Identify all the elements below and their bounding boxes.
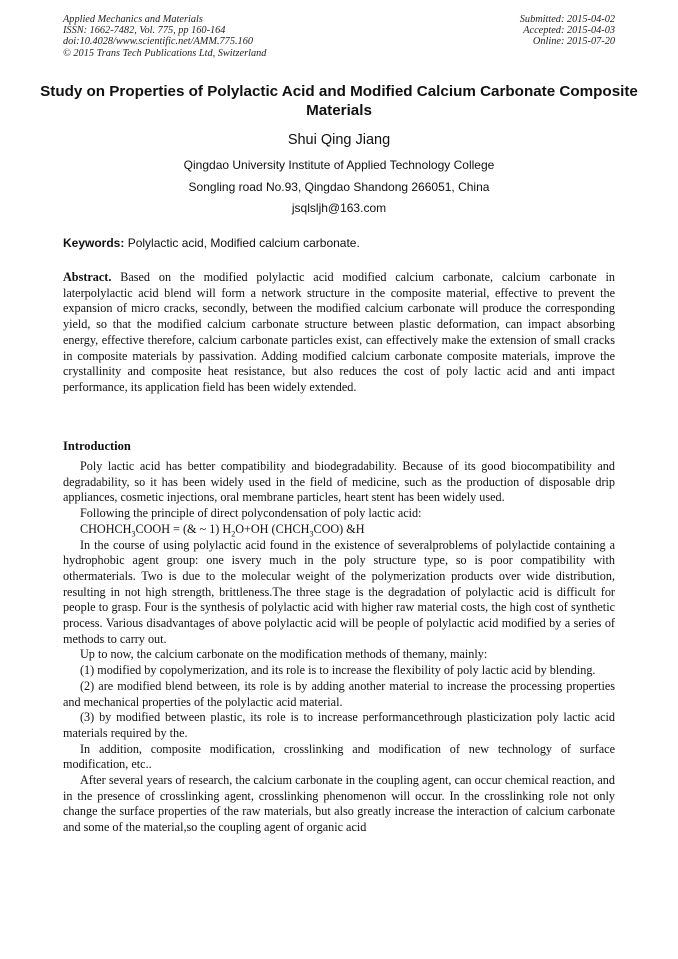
affiliation-institution: Qingdao University Institute of Applied Technology College [183,158,495,172]
keywords-label: Keywords: [63,236,125,250]
online-date: Online: 2015-07-20 [532,36,615,48]
publication-dates [520,14,615,48]
abstract-label: Abstract. [63,270,112,284]
author-name: Shui Qing Jiang [287,132,391,148]
paragraph: After several years of research, the calcium carbonate in the coupling agent, can occur chemical reaction, and in the presence of crosslinking agent, crosslinking phenomenon will occur. In the crosslinking role not only change the surface properties of the raw materials, but also greatly increase the interaction of calcium carbonate and some of the material,so the coupling agent of organic acid [63,773,615,835]
accepted-date: Accepted: 2015-04-03 [523,25,615,37]
affiliation-address: Songling road No.93, Qingdao Shandong 266051, China [188,180,490,194]
paragraph: In addition, composite modification, crosslinking and modification of new technology of surface modification, etc.. [63,741,615,772]
list-item: (1) modified by copolymerization, and its role is to increase the flexibility of poly lactic acid by blending. [80,663,596,678]
list-item: (2) are modified blend between, its role is by adding another material to increase the processing properties and mechanical properties of the polylactic acid material. [63,678,615,709]
copyright-line: © 2015 Trans Tech Publications Ltd, Switzerland [63,47,267,59]
author-email[interactable]: jsqlsljh@163.com [291,201,387,215]
paragraph: Following the principle of direct polycondensation of poly lactic acid: [80,506,422,521]
paragraph: Up to now, the calcium carbonate on the modification methods of themany, mainly: [80,647,488,662]
formula: $CHOHCH_3COOH$ = (& ~ 1) $H_2O+OH$ $(CHCH_3COO)$ &H [80,521,365,539]
introduction-body [63,459,615,836]
paragraph: In the course of using polylactic acid found in the existence of severalproblems of polylactide containing a hydrophobic agent group: one isvery much in the poly structure type, so is poor compatibility with othermaterials. Two is due to the molecular weight of the polymerization products over wide distribution, resulting in not high strength, brittleness.The three stage is the degradation of polylactic acid is difficult for people to grasp. Four is the synthesis of polylactic acid with higher raw material costs, the high cost of synthetic process. Various disadvantages of above polylactic acid will be people of polylactic acid modified by a series of methods to carry out. [63,537,615,646]
introduction-heading: Introduction [63,439,131,453]
doi-line[interactable]: doi:10.4028/www.scientific.net/AMM.775.160 [63,36,253,48]
publication-info [63,14,266,59]
abstract [63,270,615,396]
paper-title: Study on Properties of Polylactic Acid and Modified Calcium Carbonate Composite Materials [40,83,638,119]
keywords-text: Polylactic acid, Modified calcium carbonate. [124,236,360,250]
list-item: (3) by modified between plastic, its role is to increase performancethrough plasticization poly lactic acid materials required by the. [63,710,615,740]
keywords [63,236,615,250]
submitted-date: Submitted: 2015-04-02 [519,14,615,25]
issn-line: ISSN: 1662-7482, Vol. 775, pp 160-164 [63,25,226,37]
abstract-text: Based on the modified polylactic acid modified calcium carbonate, calcium carbonate in laterpolylactic acid blend will form a network structure in the composite material, effective to prevent the expansion of micro cracks, secondly, between the modified calcium carbonate will produce the corresponding yield, so that the modified calcium carbonate structure between plastic deformation, can impact absorbing energy, effective therefore, calcium carbonate particles exist, can effectively make the extension of small cracks in composite materials by passivation. Adding modified calcium carbonate composite materials, improve the crystallinity and composite heat resistance, but also reduces the cost of poly lactic acid and anti impact performance, its application field has been widely extended. [63,270,615,394]
paragraph: Poly lactic acid has better compatibility and biodegradability. Because of its good biocompatibility and degradability, so it has been widely used in the field of medicine, such as the production of disposable drip appliances, cosmetic injections, oral membrane particles, heart stent has been widely used. [63,459,615,505]
journal-name: Applied Mechanics and Materials [63,14,203,25]
